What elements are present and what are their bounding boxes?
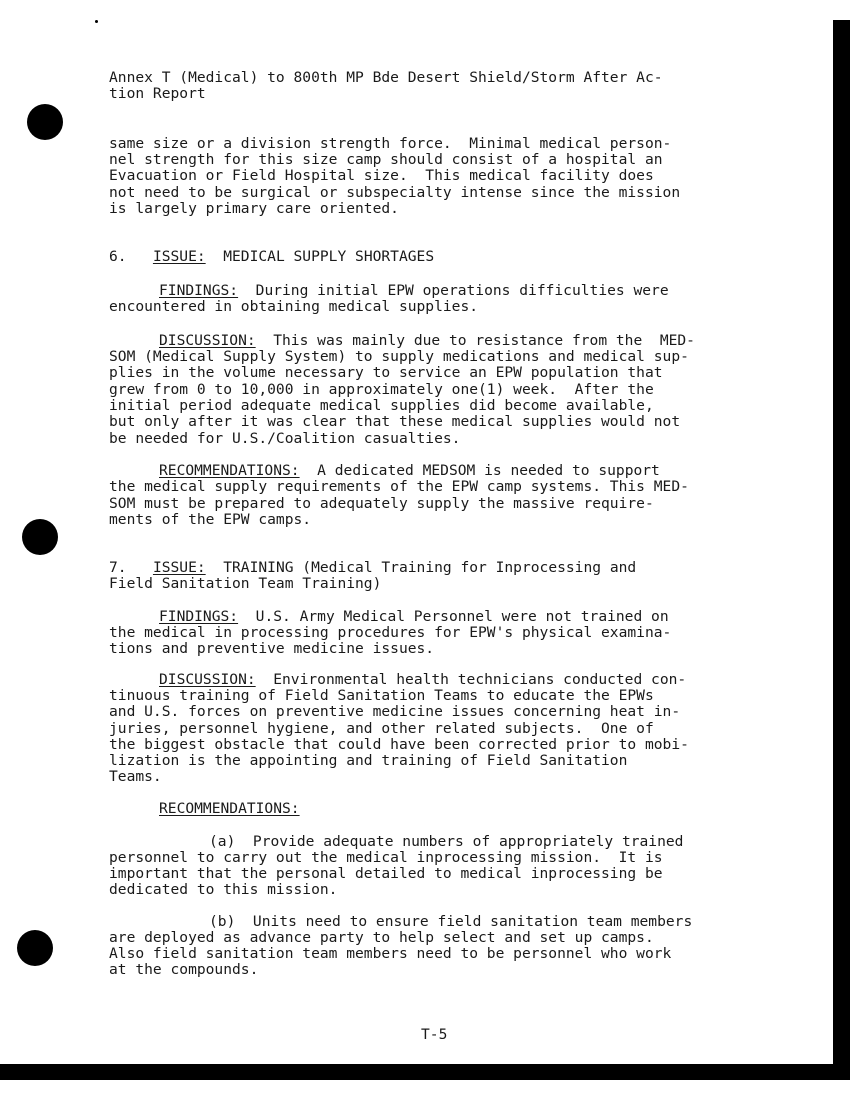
findings-first-line [159,609,669,625]
issue-title: MEDICAL SUPPLY SHORTAGES [223,248,435,265]
discussion-first-line [159,672,686,688]
findings-text: U.S. Army Medical Personnel were not trained on [255,608,669,625]
page-edge-shadow-bottom [0,1064,850,1080]
text-line: initial period adequate medical supplies did become available, [109,397,654,414]
punch-hole-middle [22,519,58,555]
text-line: encountered in obtaining medical supplies. [109,298,479,315]
text-line: plies in the volume necessary to service an EPW population that [109,364,663,381]
text-line: but only after it was clear that these medical supplies would not [109,413,681,430]
findings-label: FINDINGS: [159,608,239,625]
text-line: tions and preventive medicine issues. [109,640,435,657]
text-line: Also field sanitation team members need to be personnel who work [109,945,672,962]
section-number: 6. [109,248,127,265]
text-line: lization is the appointing and training of Field Sanitation [109,752,628,769]
recommendations-text: A dedicated MEDSOM is needed to support [317,462,660,479]
text-line: the medical supply requirements of the EPW camp systems. This MED- [109,478,689,495]
text-line: the medical in processing procedures for EPW's physical examina- [109,624,672,641]
text-line: tinuous training of Field Sanitation Teams to educate the EPWs [109,687,654,704]
page-number: T-5 [421,1026,448,1043]
text-line: be needed for U.S./Coalition casualties. [109,430,461,447]
punch-hole-top [27,104,63,140]
below-page-margin [0,1080,850,1100]
text-line: are deployed as advance party to help select and set up camps. [109,929,654,946]
recommendations-label: RECOMMENDATIONS: [159,462,300,479]
header-line: tion Report [109,85,206,102]
punch-hole-bottom [17,930,53,966]
section-7-issue-heading [109,560,636,576]
issue-label: ISSUE: [152,559,206,576]
findings-first-line [159,283,669,299]
recommendations-first-line [159,463,660,479]
recommendations-label: RECOMMENDATIONS: [159,800,300,817]
text-line: and U.S. forces on preventive medicine issues concerning heat in- [109,703,681,720]
text-line: same size or a division strength force. Minimal medical person- [109,135,672,152]
findings-label: FINDINGS: [159,282,239,299]
text-line: important that the personal detailed to medical inprocessing be [109,865,663,882]
discussion-label: DISCUSSION: [159,332,256,349]
recommendation-a-first-line: (a) Provide adequate numbers of appropriately trained [209,833,684,850]
text-line: Teams. [109,768,162,785]
scan-speck [95,20,98,23]
issue-title: TRAINING (Medical Training for Inprocessing and [223,559,637,576]
discussion-text: This was mainly due to resistance from the MED- [273,332,695,349]
issue-label: ISSUE: [152,248,206,265]
discussion-text: Environmental health technicians conducted con- [273,671,687,688]
findings-text: During initial EPW operations difficulties were [255,282,669,299]
text-line: at the compounds. [109,961,259,978]
text-line: Evacuation or Field Hospital size. This medical facility does [109,167,654,184]
text-line: dedicated to this mission. [109,881,338,898]
text-line: Field Sanitation Team Training) [109,575,382,592]
header-line: Annex T (Medical) to 800th MP Bde Desert Shield/Storm After Ac- [109,69,663,86]
section-6-issue-heading [109,249,434,265]
text-line: grew from 0 to 10,000 in approximately one(1) week. After the [109,381,654,398]
recommendation-b-first-line: (b) Units need to ensure field sanitation team members [209,913,693,930]
text-line: SOM (Medical Supply System) to supply medications and medical sup- [109,348,689,365]
page-edge-shadow-right [833,20,850,1100]
discussion-label: DISCUSSION: [159,671,256,688]
text-line: ments of the EPW camps. [109,511,312,528]
discussion-first-line [159,333,695,349]
text-line: not need to be surgical or subspecialty intense since the mission [109,184,681,201]
text-line: SOM must be prepared to adequately supply the massive require- [109,495,654,512]
text-line: juries, personnel hygiene, and other related subjects. One of [109,720,654,737]
text-line: personnel to carry out the medical inprocessing mission. It is [109,849,663,866]
text-line: is largely primary care oriented. [109,200,399,217]
text-line: the biggest obstacle that could have been corrected prior to mobi- [109,736,689,753]
section-number: 7. [109,559,127,576]
text-line: nel strength for this size camp should consist of a hospital an [109,151,663,168]
